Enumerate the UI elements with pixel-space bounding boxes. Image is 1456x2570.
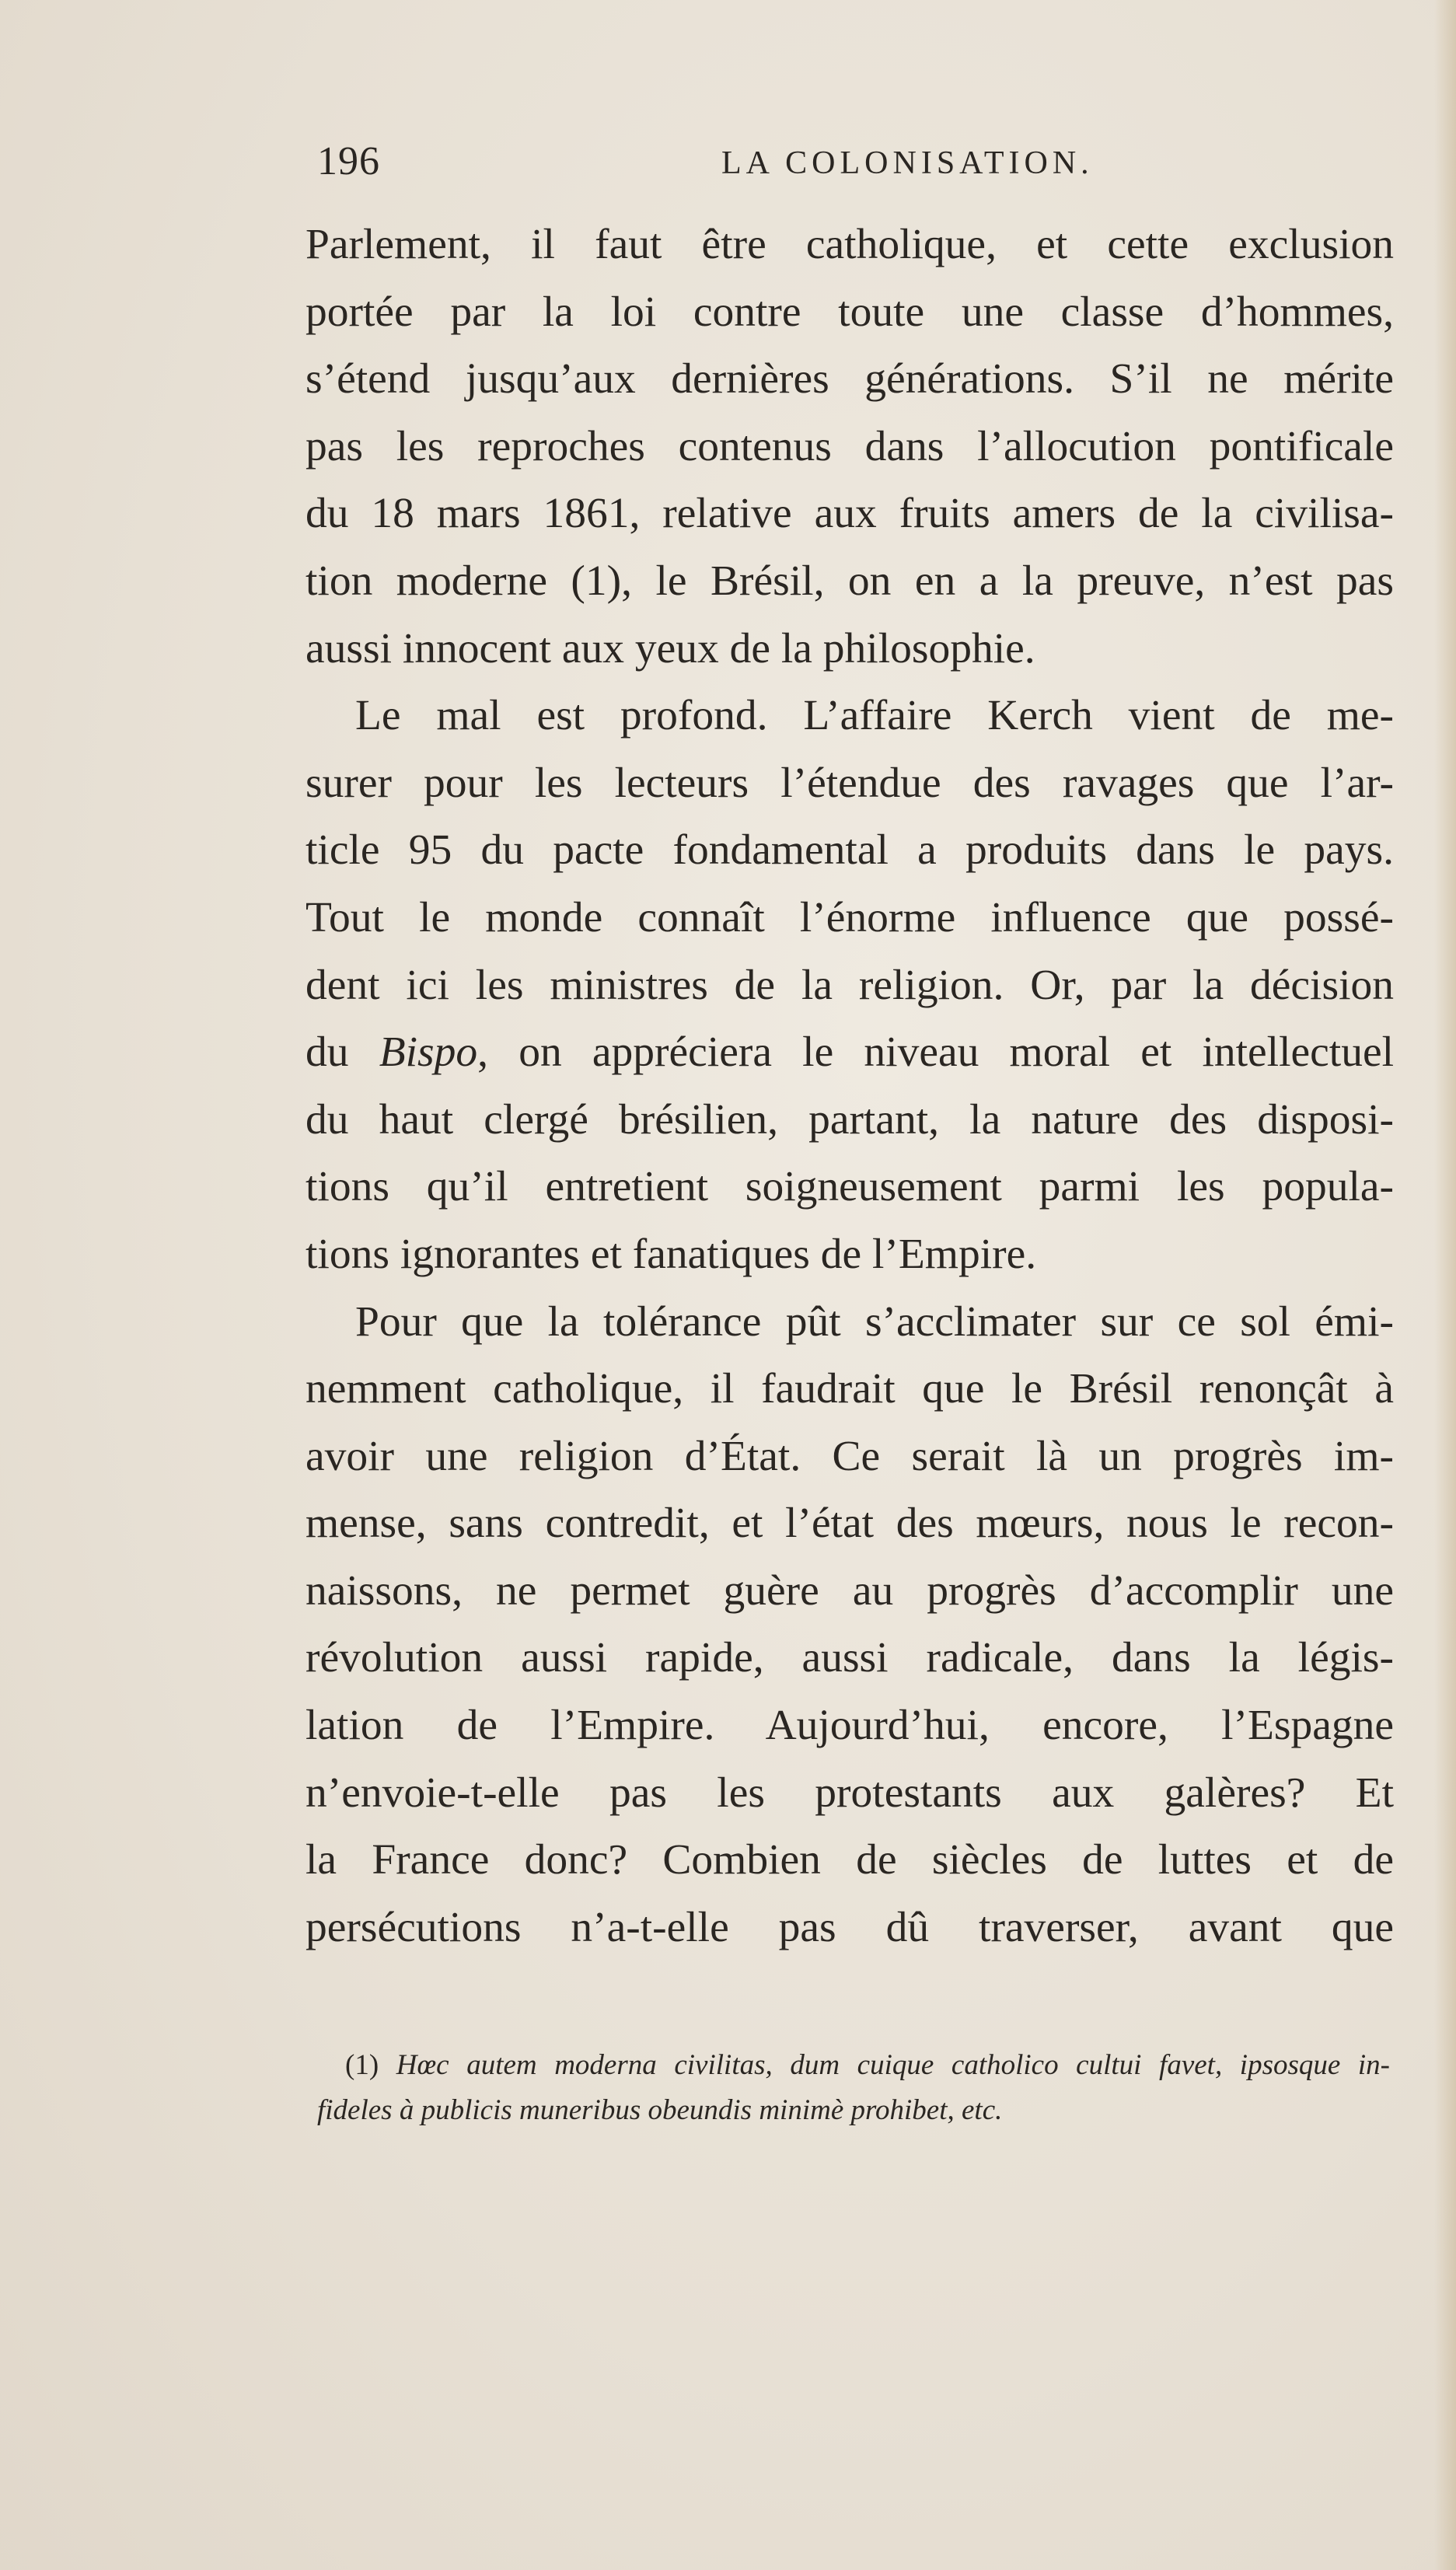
footnote-line: fideles à publicis muneribus obeundis minimè prohibet, etc. [317,2094,1003,2126]
text-line: pas les reproches contenus dans l’allocution pontificale [306,422,1394,470]
text-line: portée par la loi contre toute une classe d’hommes, [306,288,1394,336]
page-header [317,138,1398,201]
paragraph-start-line: Pour que la tolérance pût s’acclimater sur ce sol émi- [355,1297,1394,1346]
paragraph-start-line: Le mal est profond. L’affaire Kerch vient de me- [355,692,1394,740]
text-line: Tout le monde connaît l’énorme influence que possé- [306,893,1394,941]
page-number: 196 [317,139,380,183]
text-line: du haut clergé brésilien, partant, la nature des disposi- [306,1095,1394,1144]
body-text [306,211,1394,1961]
text-segment: , on appréciera le niveau moral et intellectuel [477,1028,1394,1077]
text-line: s’étend jusqu’aux dernières générations. S’il ne mérite [306,355,1394,403]
footnote-mark: (1) [345,2049,379,2081]
text-line: lation de l’Empire. Aujourd’hui, encore, l’Espagne [306,1702,1394,1750]
text-line: aussi innocent aux yeux de la philosophie. [306,624,1035,672]
text-line: surer pour les lecteurs l’étendue des ravages que l’ar- [306,759,1394,807]
text-line: révolution aussi rapide, aussi radicale, dans la légis- [306,1634,1394,1682]
text-line: la France donc? Combien de siècles de luttes et de [306,1836,1394,1884]
text-line: ticle 95 du pacte fondamental a produits dans le pays. [306,826,1394,875]
text-line: persécutions n’a-t-elle pas dû traverser, avant que [306,1903,1394,1951]
text-line [306,1019,1394,1087]
italic-word-bispo: Bispo [379,1028,478,1077]
text-line: Parlement, il faut être catholique, et cette exclusion [306,221,1394,268]
text-line: n’envoie-t-elle pas les protestants aux galères? Et [306,1769,1394,1817]
text-line: tions ignorantes et fanatiques de l’Empire. [306,1230,1037,1278]
text-segment: du [306,1028,379,1077]
text-line: nemment catholique, il faudrait que le Brésil renonçât à [306,1365,1394,1413]
text-line: naissons, ne permet guère au progrès d’accomplir une [306,1566,1394,1615]
footnote-text: Hœc autem moderna civilitas, dum cuique catholico cultui favet, ipsosque in- [396,2049,1390,2081]
text-line: dent ici les ministres de la religion. Or, par la décision [306,961,1394,1009]
page-edge-shadow [1434,0,1456,2570]
text-line: mense, sans contredit, et l’état des mœurs, nous le recon- [306,1500,1394,1548]
running-head: LA COLONISATION. [721,145,1094,181]
text-line: tion moderne (1), le Brésil, on en a la preuve, n’est pas [306,557,1394,605]
text-line: tions qu’il entretient soigneusement parmi les popula- [306,1163,1394,1211]
footnote [317,2043,1390,2133]
text-line: avoir une religion d’État. Ce serait là un progrès im- [306,1432,1394,1480]
footnote-line [317,2043,1390,2088]
text-line: du 18 mars 1861, relative aux fruits amers de la civilisa- [306,490,1394,538]
